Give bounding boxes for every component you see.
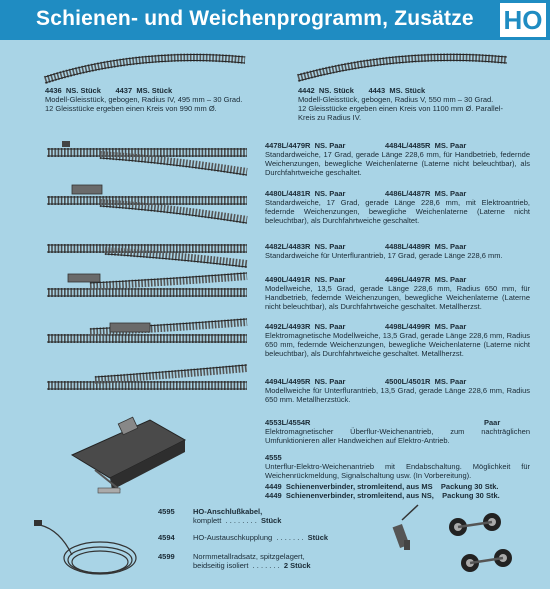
accessory-3-line2: beidseitig isoliert . . . . . . . 2 Stück xyxy=(193,561,311,570)
accessory-1-line2: komplett . . . . . . . . Stück xyxy=(193,516,282,525)
turnout-2-code-ns: 4480L/4481R NS. Paar xyxy=(265,189,346,198)
connector-1: 4449 Schienenverbinder, stromleitend, aus MS Packung 30 Stk. xyxy=(265,482,499,491)
drive-2-desc: Unterflur-Elektro-Weichenantrieb mit Endabschaltung. Möglichkeit für Weichenrückmeldung, Signalschaltung usw. (In Vorbereitung). xyxy=(265,462,530,481)
drive-1-desc: Elektromagnetischer Überflur-Weichenantrieb, zum nachträglichen Umfunktionieren aller Handweichen auf Elektro-Antrieb. xyxy=(265,427,530,446)
curve-2-desc-1: Modell-Gleisstück, gebogen, Radius V, 550 mm – 30 Grad. xyxy=(298,95,494,104)
turnout-2-desc: Standardweiche, 17 Grad, gerade Länge 228,6 mm, mit Elektroantrieb, federnde Weichenzungen, bewegliche Weichenlaterne (Laterne nicht beleuchtbar), als Durchfahrtweiche geschaltet. xyxy=(265,198,530,226)
turnout-5-code-ns: 4492L/4493R NS. Paar xyxy=(265,322,346,331)
wheelset-image xyxy=(449,513,512,572)
drive-2-code: 4555 xyxy=(265,453,282,462)
turnout-4490-image xyxy=(47,273,247,297)
drive-1-unit: Paar xyxy=(484,418,501,427)
turnout-4-code-ms: 4496L/4497R MS. Paar xyxy=(385,275,467,284)
turnout-4-code-ns: 4490L/4491R NS. Paar xyxy=(265,275,346,284)
curve-2-desc-2: 12 Gleisstücke ergeben einen Kreis von 1100 mm Ø. Parallel- xyxy=(298,104,503,113)
turnout-1-code-ms: 4484L/4485R MS. Paar xyxy=(385,141,467,150)
turnout-1-desc: Standardweiche, 17 Grad, gerade Länge 228,6 mm, für Handbetrieb, federnde Weichenzungen, bewegliche Weichenlaterne (Laterne nicht beleuchtbar), als Durchfahrtweiche geschaltet. xyxy=(265,150,530,178)
coupling-image xyxy=(393,505,418,550)
turnout-3-desc: Standardweiche für Unterflurantrieb, 17 Grad, gerade Länge 228,6 mm. xyxy=(265,251,503,260)
turnout-5-code-ms: 4498L/4499R MS. Paar xyxy=(385,322,467,331)
drive-1-code: 4553L/4554R xyxy=(265,418,311,427)
curve-1-desc-2: 12 Gleisstücke ergeben einen Kreis von 990 mm Ø. xyxy=(45,104,217,113)
turnout-6-desc: Modellweiche für Unterflurantrieb, 13,5 Grad, gerade Länge 228,6 mm, Radius 650 mm. Metallherzstück. xyxy=(265,386,530,405)
page-title: Schienen- und Weichenprogramm, Zusätze xyxy=(36,7,474,30)
turnout-6-code-ms: 4500L/4501R MS. Paar xyxy=(385,377,467,386)
turnout-2-code-ms: 4486L/4487R MS. Paar xyxy=(385,189,467,198)
turnout-3-code-ms: 4488L/4489R MS. Paar xyxy=(385,242,467,251)
turnout-4482-image xyxy=(47,244,247,267)
curve-1-desc-1: Modell-Gleisstück, gebogen, Radius IV, 495 mm – 30 Grad. xyxy=(45,95,243,104)
connection-cable-image xyxy=(34,520,136,574)
turnout-4494-image xyxy=(47,365,247,390)
turnout-drive-image xyxy=(72,417,185,493)
accessory-3-name: Normmetallradsatz, spitzgelagert, xyxy=(193,552,305,561)
curve-2-codes: 4442 NS. Stück 4443 MS. Stück xyxy=(298,86,426,95)
turnout-4478-image xyxy=(47,141,247,175)
accessory-2-line1: HO-Austauschkupplung . . . . . . . Stück xyxy=(193,533,329,542)
turnout-4-desc: Modellweiche, 13,5 Grad, gerade Länge 228,6 mm, Radius 650 mm, für Handbetrieb, federnde Weichenzungen, bewegliche Weichenlaterne (Laterne nicht beleuchtbar), als Durchfahrtweiche geschaltet. Metallherzst. xyxy=(265,284,530,312)
curve-1-codes: 4436 NS. Stück 4437 MS. Stück xyxy=(45,86,173,95)
accessory-1-name: HO-Anschlußkabel, xyxy=(193,507,263,516)
accessory-2-code: 4594 xyxy=(158,533,175,542)
connector-2: 4449 Schienenverbinder, stromleitend, aus NS, Packung 30 Stk. xyxy=(265,491,500,500)
curved-track-r5-image xyxy=(298,54,507,81)
accessory-3-code: 4599 xyxy=(158,552,175,561)
accessory-1-code: 4595 xyxy=(158,507,175,516)
curve-2-desc-3: Kreis zu Radius IV. xyxy=(298,113,362,122)
turnout-4480-image xyxy=(47,185,247,223)
scale-badge-label: HO xyxy=(503,5,543,35)
turnout-6-code-ns: 4494L/4495R NS. Paar xyxy=(265,377,346,386)
turnout-4492-image xyxy=(47,319,247,343)
curved-track-r4-image xyxy=(45,55,245,84)
turnout-1-code-ns: 4478L/4479R NS. Paar xyxy=(265,141,346,150)
turnout-3-code-ns: 4482L/4483R NS. Paar xyxy=(265,242,346,251)
turnout-5-desc: Elektromagnetische Modellweiche, 13,5 Grad, gerade Länge 228,6 mm, Radius 650 mm, federnde Weichenzungen, bewegliche Weichenlaterne (Laterne nicht beleuchtbar), als Durchfahrtweiche geschaltet. Metallherzst. xyxy=(265,331,530,359)
